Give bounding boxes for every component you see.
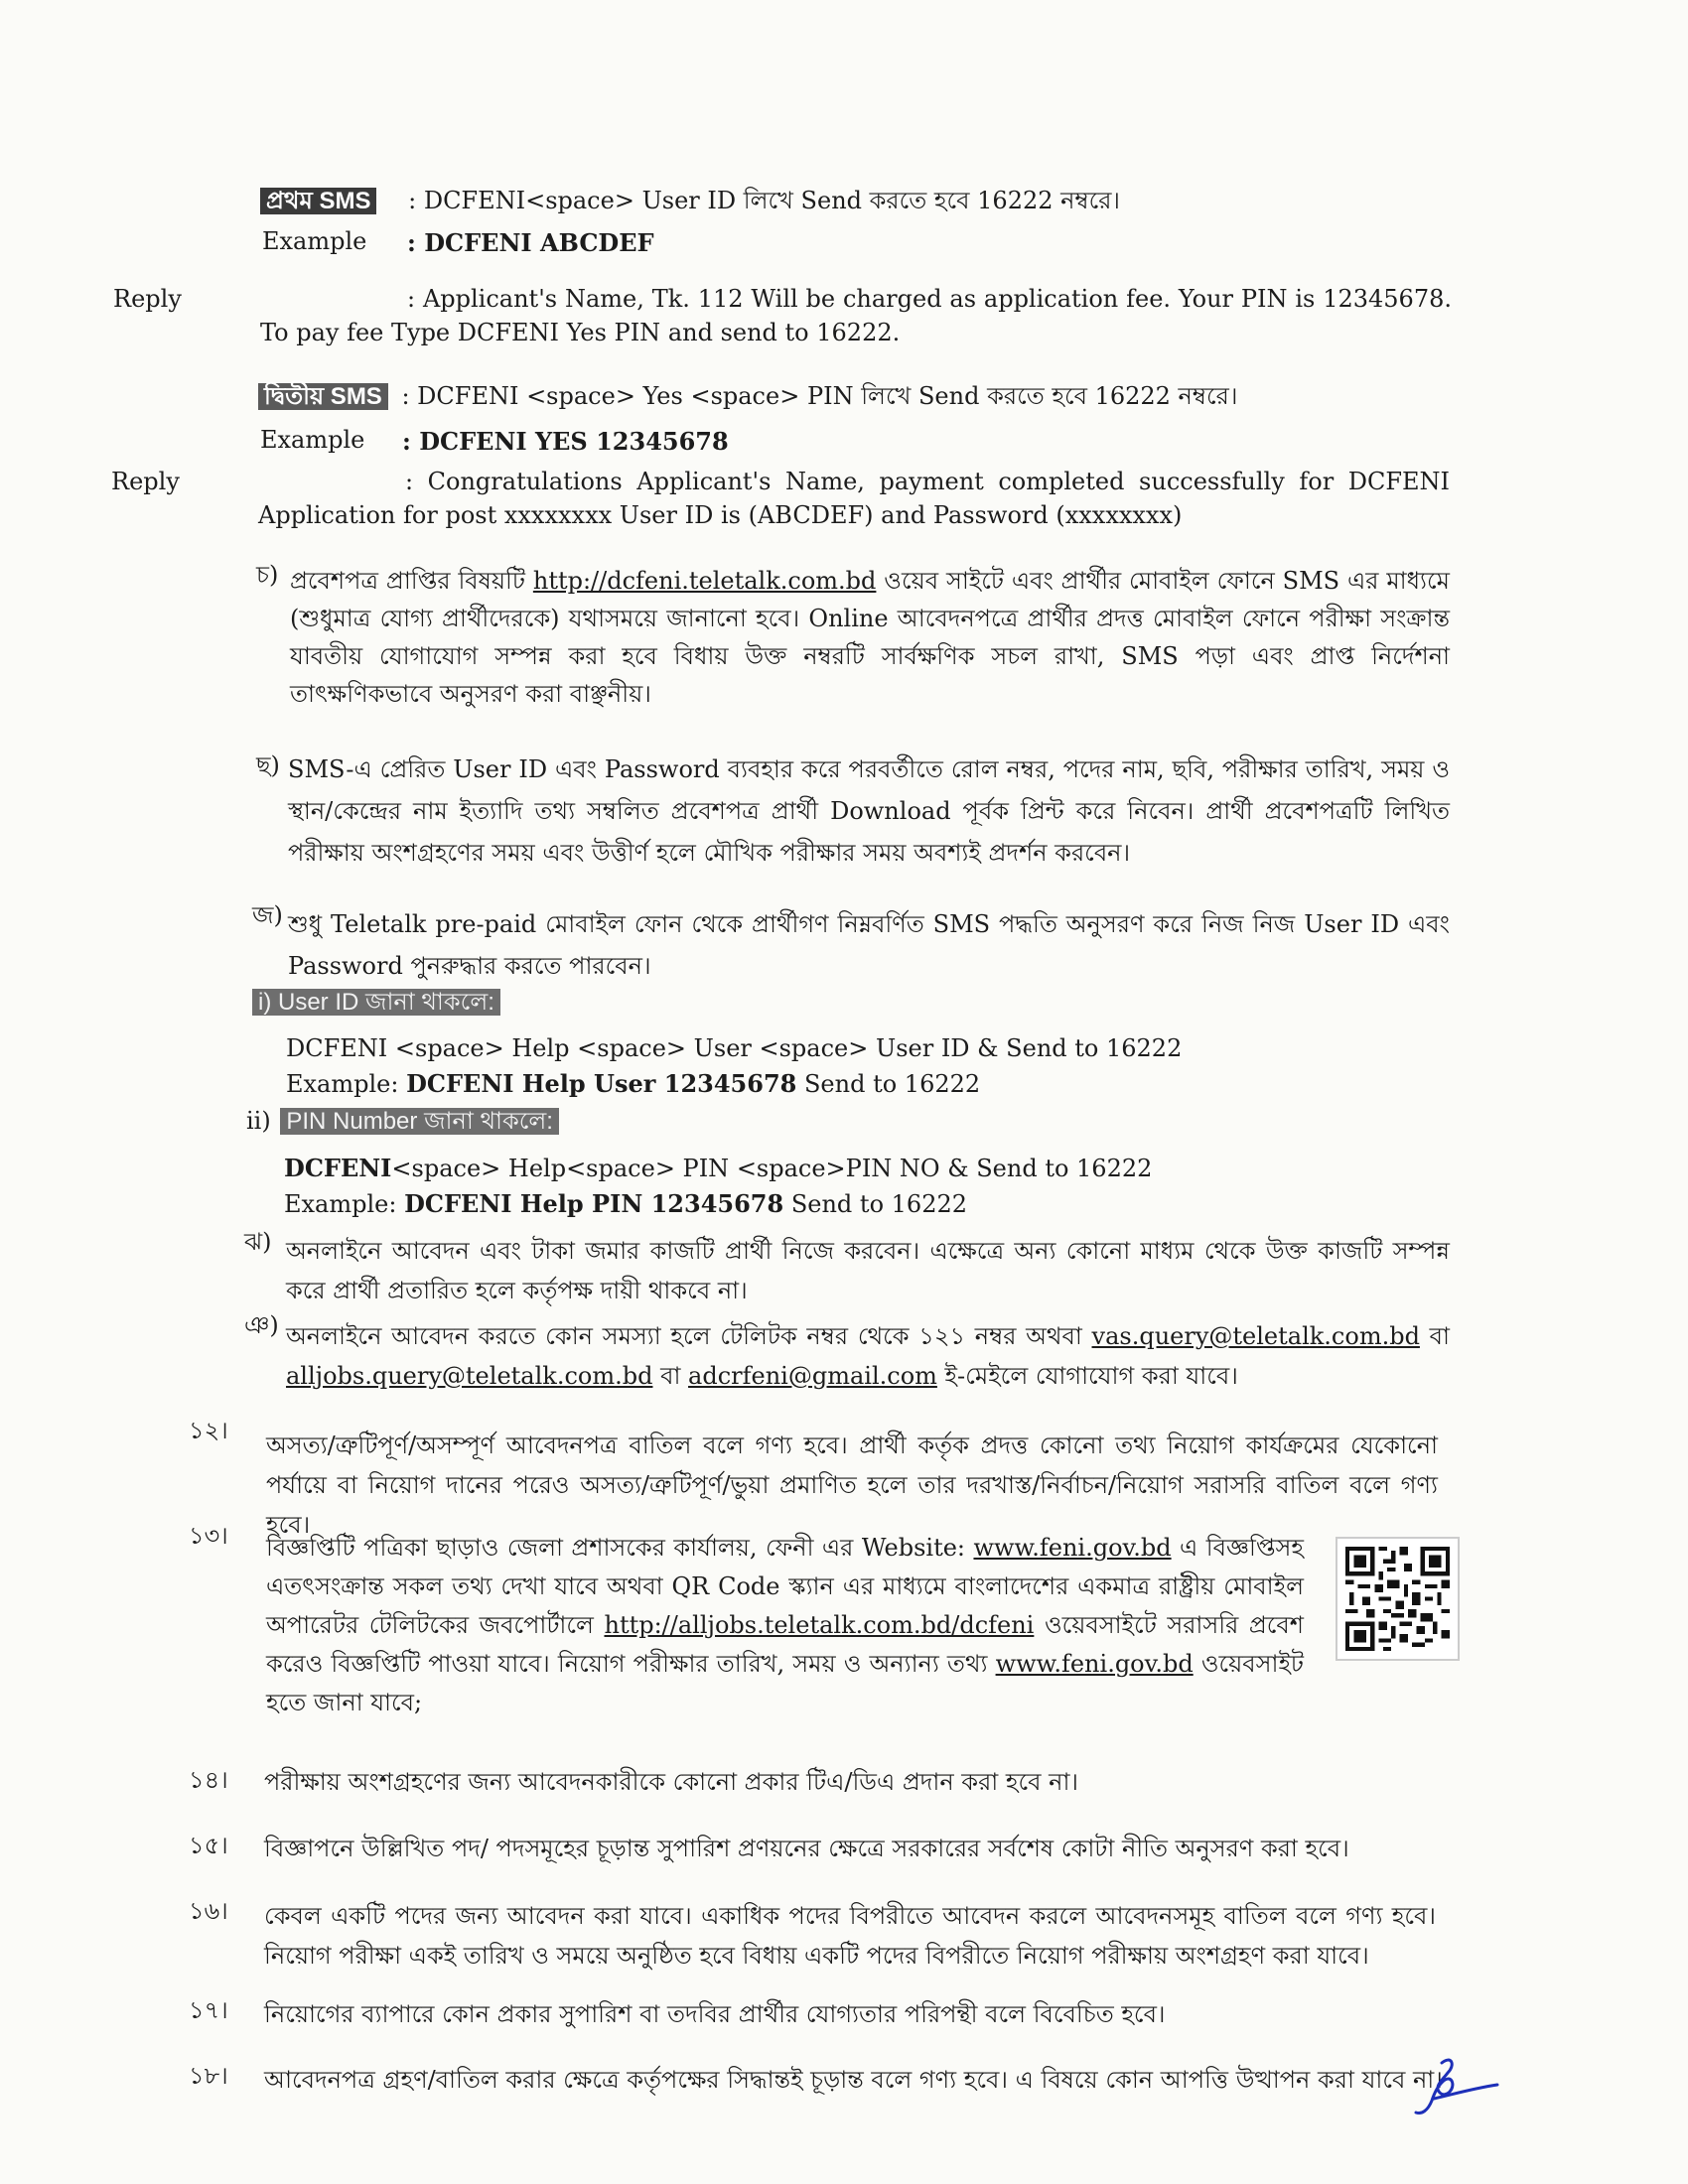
- item-13-link-feni-2[interactable]: www.feni.gov.bd: [995, 1650, 1194, 1678]
- jha-marker: ঝ): [244, 1228, 272, 1256]
- item-12-text: অসত্য/ত্রুটিপূর্ণ/অসম্পূর্ণ আবেদনপত্র বাতিল বলে গণ্য হবে। প্রার্থী কর্তৃক প্রদত্ত কোনো তথ্য নিয়োগ কার্যক্রমের যেকোনো পর্যায়ে বা নিয়োগ দানের পরেও অসত্য/ত্রুটিপূর্ণ/ভুয়া প্রমাণিত হলে তার দরখাস্ত/নির্বাচন/নিয়োগ সরাসরি বাতিল বলে গণ্য হবে।: [266, 1432, 1438, 1539]
- item-13-link-feni[interactable]: www.feni.gov.bd: [973, 1534, 1172, 1562]
- item-14-number: ১৪।: [189, 1766, 228, 1794]
- ja-case1-example: [286, 1067, 980, 1101]
- item-13-text-p1: বিজ্ঞপ্তিটি পত্রিকা ছাড়াও জেলা প্রশাসকের কার্যালয়, ফেনী এর Website:: [266, 1534, 974, 1562]
- ja-case2-example: [284, 1187, 967, 1221]
- sms2-reply-label: Reply: [111, 468, 180, 495]
- item-13-text-p3: ওয়েবসাইটে সরাসরি প্রবেশ করেও বিজ্ঞপ্তিটি পাওয়া যাবে। নিয়োগ পরীক্ষার তারিখ, সময় ও অন্যান্য তথ্য: [266, 1611, 1304, 1678]
- cha-paragraph: [290, 562, 1450, 713]
- sms2-example-label: Example: [260, 426, 365, 454]
- qr-code-icon[interactable]: [1336, 1537, 1460, 1661]
- ja-paragraph: শুধু Teletalk pre-paid মোবাইল ফোন থেকে প্রার্থীগণ নিম্নবর্ণিত SMS পদ্ধতি অনুসরণ করে নিজ নিজ User ID এবং Password পুনরুদ্ধার করতে পারবেন।: [288, 910, 1450, 980]
- sms2-reply-text: : Congratulations Applicant's Name, payment completed successfully for DCFENI Application for post xxxxxxxx User ID is (ABCDEF) and Password (xxxxxxxx): [258, 468, 1450, 529]
- sms1-example-value: : DCFENI ABCDEF: [407, 228, 654, 257]
- ja-case2-example-tail: Send to 16222: [783, 1190, 967, 1218]
- cha-text-post: ওয়েব সাইটে এবং প্রার্থীর মোবাইল ফোনে SMS এর মাধ্যমে (শুধুমাত্র যোগ্য প্রার্থীদেরকে) যথাসময়ে জানানো হবে। Online আবেদনপত্রে প্রার্থীর প্রদত্ত মোবাইল ফোনে পরীক্ষা সংক্রান্ত যাবতীয় যোগাযোগ সম্পন্ন করা হবে বিধায় উক্ত নম্বরটি সার্বক্ষণিক সচল রাখা, SMS পড়া এবং প্রাপ্ত নির্দেশনা তাৎক্ষণিকভাবে অনুসরণ করা বাঞ্ছনীয়।: [290, 567, 1450, 708]
- item-13-text-p2: এ বিজ্ঞপ্তিসহ এতৎসংক্রান্ত সকল তথ্য দেখা যাবে অথবা QR Code স্ক্যান এর মাধ্যমে বাংলাদেশের একমাত্র রাষ্ট্রীয় মোবাইল অপারেটর টেলিটকের জবপোর্টালে: [266, 1534, 1305, 1639]
- sms1-instruction: : DCFENI<space> User ID লিখে Send করতে হবে 16222 নম্বরে।: [408, 187, 1121, 214]
- jha-paragraph: অনলাইনে আবেদন এবং টাকা জমার কাজটি প্রার্থী নিজে করবেন। এক্ষেত্রে অন্য কোনো মাধ্যম থেকে উক্ত কাজটি সম্পন্ন করে প্রার্থী প্রতারিত হলে কর্তৃপক্ষ দায়ী থাকবে না।: [286, 1237, 1450, 1304]
- item-15-text: বিজ্ঞাপনে উল্লিখিত পদ/ পদসমূহের চূড়ান্ত সুপারিশ প্রণয়নের ক্ষেত্রে সরকারের সর্বশেষ কোটা নীতি অনুসরণ করা হবে।: [264, 1835, 1349, 1862]
- sms1-tag: প্রথম SMS: [260, 188, 376, 214]
- sms2-line: [258, 379, 1237, 414]
- sms1-reply-label: Reply: [113, 285, 182, 313]
- ja-marker: জ): [252, 901, 283, 929]
- nya-marker: ঞ): [244, 1311, 279, 1339]
- item-13-text: [266, 1529, 1304, 1722]
- chha-paragraph: SMS-এ প্রেরিত User ID এবং Password ব্যবহার করে পরবর্তীতে রোল নম্বর, পদের নাম, ছবি, পরীক্ষার তারিখ, সময় ও স্থান/কেন্দ্রের নাম ইত্যাদি তথ্য সম্বলিত প্রবেশপত্র প্রার্থী Download পূর্বক প্রিন্ট করে নিবেন। প্রার্থী প্রবেশপত্রটি লিখিত পরীক্ষায় অংশগ্রহণের সময় এবং উত্তীর্ণ হলে মৌখিক পরীক্ষার সময় অবশ্যই প্রদর্শন করবেন।: [288, 755, 1450, 867]
- ja-case2-line1-bold: DCFENI: [284, 1154, 392, 1182]
- item-16-text: কেবল একটি পদের জন্য আবেদন করা যাবে। একাধিক পদের বিপরীতে আবেদন করলে আবেদনসমূহ বাতিল বলে গণ্য হবে। নিয়োগ পরীক্ষা একই তারিখ ও সময়ে অনুষ্ঠিত হবে বিধায় একটি পদের বিপরীতে নিয়োগ পরীক্ষায় অংশগ্রহণ করা যাবে।: [264, 1902, 1436, 1970]
- sms2-instruction: : DCFENI <space> Yes <space> PIN লিখে Send করতে হবে 16222 নম্বরে।: [401, 382, 1238, 410]
- ja-case2-tag: PIN Number জানা থাকলে:: [280, 1108, 559, 1135]
- sms1-reply: [113, 282, 1452, 349]
- ja-case2-num: ii): [246, 1107, 271, 1135]
- item-16-number: ১৬।: [189, 1897, 228, 1925]
- nya-email-alljobs[interactable]: alljobs.query@teletalk.com.bd: [286, 1362, 653, 1390]
- nya-text-mid1: বা: [1419, 1322, 1450, 1350]
- sms2-example-value: : DCFENI YES 12345678: [402, 427, 729, 456]
- nya-text-pre: অনলাইনে আবেদন করতে কোন সমস্যা হলে টেলিটক নম্বর থেকে ১২১ নম্বর অথবা: [286, 1322, 1092, 1350]
- item-17-text: নিয়োগের ব্যাপারে কোন প্রকার সুপারিশ বা তদবির প্রার্থীর যোগ্যতার পরিপন্থী বলে বিবেচিত হবে।: [264, 2000, 1166, 2028]
- ja-case1-example-tail: Send to 16222: [796, 1070, 981, 1098]
- ja-case2-heading: [246, 1104, 559, 1139]
- item-12-number: ১২।: [189, 1417, 228, 1444]
- nya-email-vas[interactable]: vas.query@teletalk.com.bd: [1091, 1322, 1420, 1350]
- cha-link[interactable]: http://dcfeni.teletalk.com.bd: [532, 567, 877, 595]
- ja-case1-heading: [252, 985, 500, 1020]
- ja-case2-example-label: Example:: [284, 1190, 405, 1218]
- chha-marker: ছ): [256, 751, 280, 779]
- nya-text-post: ই-মেইলে যোগাযোগ করা যাবে।: [936, 1362, 1238, 1390]
- nya-email-adc[interactable]: adcrfeni@gmail.com: [688, 1362, 937, 1390]
- sms1-line: [260, 184, 1120, 218]
- ja-case2-line1-rest: <space> Help<space> PIN <space>PIN NO & Send to 16222: [391, 1155, 1153, 1182]
- ja-case1-example-value: DCFENI Help User 12345678: [406, 1069, 797, 1098]
- sms2-tag: দ্বিতীয় SMS: [258, 383, 388, 410]
- item-18-number: ১৮।: [189, 2062, 228, 2090]
- cha-text-pre: প্রবেশপত্র প্রাপ্তির বিষয়টি: [290, 567, 533, 595]
- item-18-text: আবেদনপত্র গ্রহণ/বাতিল করার ক্ষেত্রে কর্তৃপক্ষের সিদ্ধান্তই চূড়ান্ত বলে গণ্য হবে। এ বিষয়ে কোন আপত্তি উত্থাপন করা যাবে না।: [264, 2066, 1443, 2094]
- signature-icon: [1412, 2053, 1501, 2122]
- ja-case1-line1: DCFENI <space> Help <space> User <space> User ID & Send to 16222: [286, 1034, 1183, 1062]
- item-13-text-p4: ওয়েবসাইট হতে জানা যাবে;: [266, 1650, 1304, 1716]
- item-17-number: ১৭।: [189, 1996, 228, 2024]
- ja-case2-line1: [284, 1152, 1152, 1185]
- sms2-reply: [111, 465, 1450, 532]
- ja-case1-example-label: Example:: [286, 1070, 407, 1098]
- ja-case2-example-value: DCFENI Help PIN 12345678: [404, 1189, 784, 1218]
- item-14-text: পরীক্ষায় অংশগ্রহণের জন্য আবেদনকারীকে কোনো প্রকার টিএ/ডিএ প্রদান করা হবে না।: [264, 1768, 1078, 1796]
- sms1-example-label: Example: [262, 227, 367, 255]
- sms1-reply-text: : Applicant's Name, Tk. 112 Will be charged as application fee. Your PIN is 12345678. To pay fee Type DCFENI Yes PIN and send to 16222.: [260, 285, 1452, 346]
- cha-marker: চ): [256, 561, 279, 589]
- nya-text-mid2: বা: [652, 1362, 689, 1390]
- qr-code-graphic: [1345, 1547, 1450, 1651]
- ja-case1-tag: i) User ID জানা থাকলে:: [252, 989, 500, 1016]
- item-13-link-teletalk[interactable]: http://alljobs.teletalk.com.bd/dcfeni: [604, 1611, 1035, 1639]
- nya-paragraph: [286, 1316, 1450, 1396]
- item-15-number: ১৫।: [189, 1832, 228, 1859]
- item-13-number: ১৩।: [189, 1522, 228, 1550]
